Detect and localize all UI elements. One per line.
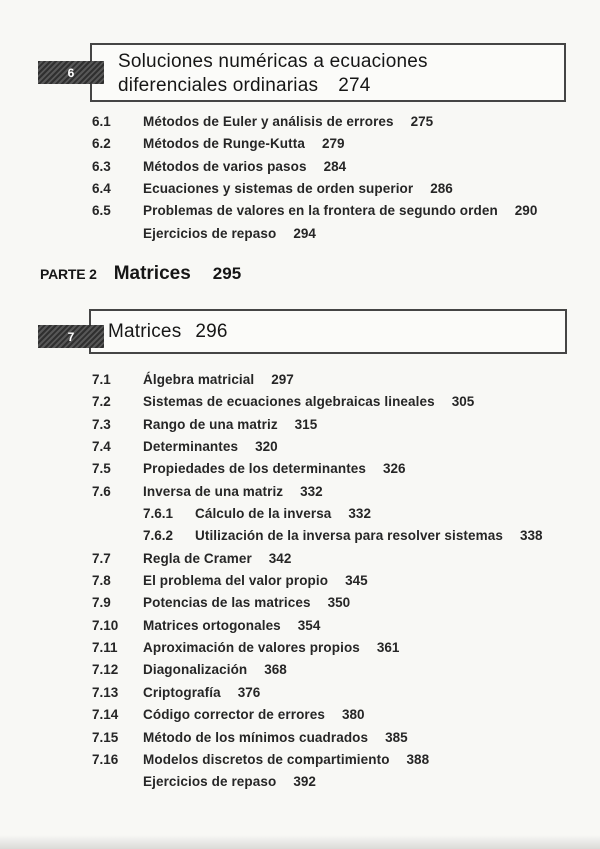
chapter-7-tab bbox=[38, 325, 104, 348]
entry-page: 286 bbox=[430, 181, 453, 197]
entry-title: Problemas de valores en la frontera de segundo orden bbox=[143, 203, 498, 219]
entry-page: 345 bbox=[345, 573, 368, 589]
entry-number: 6.4 bbox=[92, 181, 111, 197]
toc-entry bbox=[0, 394, 600, 416]
entry-title: Modelos discretos de compartimiento bbox=[143, 751, 390, 767]
entry-page: 275 bbox=[410, 114, 434, 129]
entry-number: 7.6.2 bbox=[143, 528, 174, 544]
entry-title: Método de los mínimos cuadrados bbox=[143, 729, 369, 745]
part-2-page: 295 bbox=[212, 264, 242, 283]
entry-title: Propiedades de los determinantes bbox=[143, 461, 367, 477]
part-2-heading bbox=[40, 263, 241, 285]
toc-entry bbox=[0, 461, 600, 483]
chapter-6-tab bbox=[38, 61, 104, 84]
entry-title: Inversa de una matriz bbox=[143, 483, 284, 499]
entry-number: 6.1 bbox=[92, 114, 111, 129]
entry-page: 388 bbox=[406, 751, 430, 767]
entry-title: El problema del valor propio bbox=[143, 573, 329, 589]
toc-entry bbox=[0, 752, 600, 774]
chapter-6-title-line2: diferenciales ordinarias 274 bbox=[118, 75, 371, 96]
toc-entry bbox=[0, 774, 600, 796]
entry-number: 6.2 bbox=[92, 136, 111, 152]
entry-page: 368 bbox=[264, 662, 287, 678]
entry-page: 294 bbox=[293, 225, 316, 241]
entry-number: 7.4 bbox=[92, 439, 111, 455]
entry-title: Aproximación de valores propios bbox=[143, 640, 360, 656]
entry-title: Determinantes bbox=[143, 439, 239, 455]
toc-entry bbox=[0, 136, 600, 158]
entry-number: 7.1 bbox=[92, 372, 111, 387]
part-2-label: PARTE 2 bbox=[40, 266, 97, 282]
chapter-7-page: 296 bbox=[195, 321, 228, 342]
entry-page: 385 bbox=[385, 729, 408, 745]
entry-title: Rango de una matriz bbox=[143, 416, 278, 432]
entry-number: 7.7 bbox=[92, 550, 111, 566]
toc-entry bbox=[0, 114, 600, 136]
entry-number: 7.12 bbox=[92, 662, 119, 678]
entry-page: 284 bbox=[323, 158, 347, 174]
entry-page: 350 bbox=[327, 595, 351, 611]
entry-page: 361 bbox=[376, 640, 400, 656]
entry-page: 342 bbox=[268, 550, 292, 566]
entry-title: Métodos de varios pasos bbox=[143, 158, 307, 174]
entry-title: Ecuaciones y sistemas de orden superior bbox=[143, 181, 414, 197]
toc-subentry bbox=[0, 506, 600, 528]
entry-number: 7.2 bbox=[92, 394, 111, 410]
chapter-6-header-box bbox=[90, 43, 566, 102]
entry-number: 7.6.1 bbox=[143, 506, 174, 522]
entry-title: Métodos de Runge-Kutta bbox=[143, 136, 305, 152]
entry-title: Diagonalización bbox=[143, 662, 248, 678]
toc-subentry bbox=[0, 528, 600, 550]
entry-page: 354 bbox=[297, 617, 321, 633]
entry-title: Matrices ortogonales bbox=[143, 617, 281, 633]
entry-page: 392 bbox=[293, 774, 316, 790]
entry-number: 6.5 bbox=[92, 203, 111, 219]
toc-entry bbox=[0, 573, 600, 595]
entry-number: 6.3 bbox=[92, 158, 111, 174]
entry-number: 7.16 bbox=[92, 751, 119, 767]
chapter-7-number: 7 bbox=[67, 329, 75, 344]
entry-title: Código corrector de errores bbox=[143, 707, 325, 723]
entry-page: 332 bbox=[300, 483, 323, 499]
chapter-6-title-line1: Soluciones numéricas a ecuaciones bbox=[118, 51, 428, 72]
toc-entry bbox=[0, 203, 600, 225]
entry-page: 376 bbox=[237, 684, 261, 700]
entry-page: 297 bbox=[271, 372, 294, 387]
toc-entry bbox=[0, 417, 600, 439]
entry-title: Utilización de la inversa para resolver sistemas bbox=[195, 528, 503, 544]
toc-entry bbox=[0, 640, 600, 662]
entry-number: 7.15 bbox=[92, 729, 119, 745]
entry-title: Criptografía bbox=[143, 684, 221, 700]
entry-title: Álgebra matricial bbox=[143, 372, 255, 387]
entry-number: 7.14 bbox=[92, 707, 119, 723]
toc-entry bbox=[0, 707, 600, 729]
toc-entry bbox=[0, 181, 600, 203]
entry-title: Regla de Cramer bbox=[143, 550, 252, 566]
entry-title: Métodos de Euler y análisis de errores bbox=[143, 114, 394, 129]
toc-entry bbox=[0, 372, 600, 394]
part-2-title: Matrices bbox=[113, 263, 191, 284]
entry-page: 315 bbox=[294, 416, 318, 432]
entry-title: Ejercicios de repaso bbox=[143, 774, 277, 790]
entry-page: 320 bbox=[255, 439, 278, 455]
entry-number: 7.10 bbox=[92, 617, 119, 633]
toc-entry bbox=[0, 439, 600, 461]
toc-entry bbox=[0, 551, 600, 573]
toc-entry bbox=[0, 730, 600, 752]
toc-entry bbox=[0, 662, 600, 684]
entry-number: 7.5 bbox=[92, 461, 111, 477]
chapter-6-number: 6 bbox=[67, 65, 75, 80]
entry-number: 7.9 bbox=[92, 595, 111, 611]
scan-bottom-shadow bbox=[0, 835, 600, 849]
chapter-6-page: 274 bbox=[338, 75, 371, 96]
entry-number: 7.3 bbox=[92, 416, 111, 432]
entry-number: 7.6 bbox=[92, 483, 111, 499]
toc-entry bbox=[0, 159, 600, 181]
entry-title: Cálculo de la inversa bbox=[195, 506, 332, 522]
chapter-7-entries bbox=[0, 372, 600, 797]
entry-page: 279 bbox=[321, 136, 345, 152]
toc-entry bbox=[0, 595, 600, 617]
entry-title: Potencias de las matrices bbox=[143, 595, 311, 611]
entry-title: Ejercicios de repaso bbox=[143, 225, 277, 241]
entry-page: 305 bbox=[451, 394, 475, 410]
entry-title: Sistemas de ecuaciones algebraicas lineales bbox=[143, 394, 435, 410]
toc-entry bbox=[0, 618, 600, 640]
entry-page: 290 bbox=[514, 203, 538, 219]
entry-page: 326 bbox=[383, 461, 406, 477]
entry-page: 332 bbox=[348, 506, 371, 522]
entry-page: 380 bbox=[342, 707, 365, 723]
toc-entry bbox=[0, 484, 600, 506]
toc-entry bbox=[0, 685, 600, 707]
chapter-6-title bbox=[92, 45, 564, 98]
toc-entry bbox=[0, 226, 600, 248]
entry-number: 7.13 bbox=[92, 684, 119, 700]
chapter-7-title: Matrices 296 bbox=[108, 321, 228, 342]
entry-number: 7.11 bbox=[92, 640, 118, 656]
chapter-7-header-box bbox=[89, 309, 567, 354]
entry-page: 338 bbox=[519, 528, 543, 544]
entry-number: 7.8 bbox=[92, 573, 111, 589]
chapter-6-entries bbox=[0, 114, 600, 248]
